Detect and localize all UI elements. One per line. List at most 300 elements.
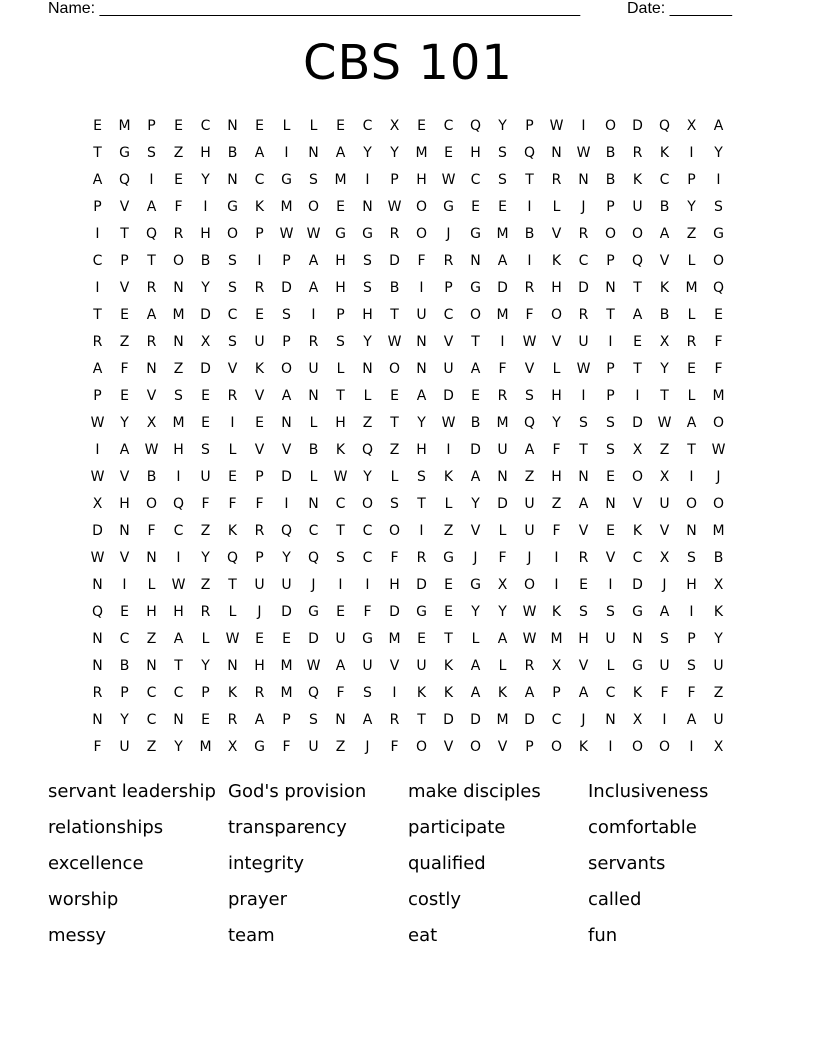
- grid-cell: N: [146, 549, 157, 566]
- grid-cell: R: [254, 279, 265, 296]
- grid-cell: A: [308, 279, 319, 296]
- grid-cell: H: [173, 603, 184, 620]
- grid-cell: N: [578, 171, 589, 188]
- grid-cell: L: [228, 603, 237, 620]
- grid-cell: C: [443, 306, 454, 323]
- grid-cell: L: [363, 387, 372, 404]
- grid-cell: N: [173, 711, 184, 728]
- grid-cell: U: [335, 630, 346, 647]
- grid-cell: W: [387, 198, 402, 215]
- grid-cell: U: [362, 657, 373, 674]
- grid-cell: G: [119, 144, 130, 161]
- grid-cell: N: [632, 630, 643, 647]
- grid-cell: D: [389, 603, 400, 620]
- grid-cell: N: [551, 144, 562, 161]
- grid-cell: P: [606, 198, 615, 215]
- grid-cell: I: [689, 603, 694, 620]
- grid-cell: S: [579, 414, 588, 431]
- grid-cell: I: [527, 252, 532, 269]
- grid-cell: E: [201, 387, 210, 404]
- grid-cell: G: [308, 603, 319, 620]
- grid-cell: H: [686, 576, 697, 593]
- grid-cell: C: [146, 711, 157, 728]
- grid-cell: O: [550, 306, 563, 323]
- grid-cell: C: [119, 630, 130, 647]
- grid-cell: Y: [201, 171, 210, 188]
- grid-cell: X: [659, 333, 670, 350]
- grid-cell: C: [92, 252, 103, 269]
- grid-cell: E: [228, 468, 237, 485]
- grid-cell: X: [632, 711, 643, 728]
- grid-cell: K: [254, 360, 265, 377]
- grid-cell: N: [173, 279, 184, 296]
- grid-cell: O: [388, 522, 401, 539]
- grid-cell: E: [201, 711, 210, 728]
- grid-cell: V: [551, 225, 562, 242]
- date-line: Date: _______: [627, 0, 732, 17]
- grid-cell: R: [632, 144, 643, 161]
- grid-cell: O: [631, 468, 644, 485]
- grid-cell: Q: [631, 252, 644, 269]
- grid-cell: N: [119, 522, 130, 539]
- grid-cell: W: [576, 144, 591, 161]
- grid-cell: K: [659, 144, 670, 161]
- grid-cell: S: [363, 252, 372, 269]
- grid-cell: V: [227, 360, 238, 377]
- grid-cell: Q: [658, 117, 671, 134]
- grid-cell: X: [92, 495, 103, 512]
- grid-cell: E: [498, 198, 507, 215]
- grid-cell: B: [389, 279, 400, 296]
- grid-cell: K: [632, 684, 643, 701]
- grid-cell: B: [119, 657, 130, 674]
- grid-cell: N: [686, 522, 697, 539]
- grid-cell: Q: [280, 522, 293, 539]
- grid-cell: J: [473, 549, 478, 566]
- grid-cell: A: [470, 468, 481, 485]
- grid-cell: C: [146, 684, 157, 701]
- grid-cell: X: [497, 576, 508, 593]
- grid-cell: K: [227, 684, 238, 701]
- grid-cell: P: [255, 468, 264, 485]
- grid-cell: V: [497, 738, 508, 755]
- grid-cell: W: [549, 117, 564, 134]
- grid-cell: E: [336, 198, 345, 215]
- grid-cell: G: [443, 198, 454, 215]
- grid-cell: Q: [118, 171, 131, 188]
- grid-cell: S: [579, 603, 588, 620]
- grid-cell: Q: [523, 414, 536, 431]
- grid-cell: R: [524, 279, 535, 296]
- grid-cell: E: [417, 630, 426, 647]
- grid-cell: O: [307, 198, 320, 215]
- grid-cell: C: [173, 522, 184, 539]
- grid-cell: C: [308, 522, 319, 539]
- grid-cell: I: [419, 279, 424, 296]
- grid-cell: F: [687, 684, 696, 701]
- grid-cell: T: [174, 657, 183, 674]
- grid-cell: A: [119, 441, 130, 458]
- grid-cell: B: [713, 549, 724, 566]
- word-list-item: relationships: [48, 817, 164, 838]
- grid-cell: H: [119, 495, 130, 512]
- grid-cell: T: [417, 711, 426, 728]
- grid-cell: S: [390, 495, 399, 512]
- grid-cell: X: [713, 576, 724, 593]
- grid-cell: O: [280, 360, 293, 377]
- grid-cell: Z: [389, 441, 400, 458]
- grid-cell: P: [687, 630, 696, 647]
- grid-cell: Z: [119, 333, 130, 350]
- grid-cell: Y: [201, 279, 210, 296]
- grid-cell: I: [95, 279, 100, 296]
- grid-cell: T: [336, 522, 345, 539]
- grid-cell: Q: [361, 441, 374, 458]
- grid-cell: N: [227, 657, 238, 674]
- grid-cell: D: [281, 603, 292, 620]
- word-list-item: fun: [588, 925, 618, 946]
- grid-cell: P: [687, 171, 696, 188]
- grid-cell: X: [686, 117, 697, 134]
- grid-cell: G: [632, 603, 643, 620]
- grid-cell: T: [633, 360, 642, 377]
- grid-cell: X: [713, 738, 724, 755]
- grid-cell: M: [712, 387, 725, 404]
- grid-cell: B: [605, 144, 616, 161]
- grid-cell: A: [146, 198, 157, 215]
- grid-cell: R: [308, 333, 319, 350]
- grid-cell: P: [552, 684, 561, 701]
- grid-cell: U: [524, 495, 535, 512]
- grid-cell: W: [225, 630, 240, 647]
- word-list-item: participate: [408, 817, 506, 838]
- grid-cell: N: [578, 468, 589, 485]
- grid-cell: O: [712, 252, 725, 269]
- word-list-item: Inclusiveness: [588, 781, 709, 802]
- grid-cell: K: [227, 522, 238, 539]
- grid-cell: I: [689, 468, 694, 485]
- grid-cell: Q: [91, 603, 104, 620]
- grid-cell: Z: [200, 522, 211, 539]
- grid-cell: O: [415, 225, 428, 242]
- grid-cell: H: [389, 576, 400, 593]
- grid-cell: O: [685, 495, 698, 512]
- grid-cell: X: [200, 333, 211, 350]
- grid-cell: I: [554, 576, 559, 593]
- grid-cell: L: [309, 414, 318, 431]
- grid-cell: O: [658, 738, 671, 755]
- grid-cell: E: [606, 468, 615, 485]
- grid-cell: M: [712, 522, 725, 539]
- grid-cell: Y: [363, 144, 372, 161]
- grid-cell: J: [581, 711, 586, 728]
- grid-cell: R: [254, 684, 265, 701]
- grid-cell: J: [527, 549, 532, 566]
- grid-cell: Y: [471, 603, 480, 620]
- grid-cell: K: [443, 468, 454, 485]
- grid-cell: I: [122, 576, 127, 593]
- grid-cell: A: [470, 684, 481, 701]
- grid-cell: N: [362, 198, 373, 215]
- grid-cell: U: [659, 495, 670, 512]
- grid-cell: M: [550, 630, 563, 647]
- grid-cell: M: [334, 171, 347, 188]
- grid-cell: T: [228, 576, 237, 593]
- word-list-item: integrity: [228, 853, 305, 874]
- grid-cell: V: [578, 522, 589, 539]
- grid-cell: S: [147, 144, 156, 161]
- word-list-item: team: [228, 925, 275, 946]
- grid-cell: S: [309, 171, 318, 188]
- grid-cell: N: [416, 333, 427, 350]
- grid-cell: V: [659, 522, 670, 539]
- grid-cell: X: [227, 738, 238, 755]
- grid-cell: D: [308, 630, 319, 647]
- grid-cell: P: [606, 360, 615, 377]
- grid-cell: Z: [551, 495, 562, 512]
- grid-cell: N: [335, 711, 346, 728]
- grid-cell: E: [444, 576, 453, 593]
- grid-cell: C: [659, 171, 670, 188]
- grid-cell: Q: [523, 144, 536, 161]
- grid-cell: T: [633, 279, 642, 296]
- grid-cell: D: [578, 279, 589, 296]
- grid-cell: D: [443, 711, 454, 728]
- grid-cell: S: [687, 657, 696, 674]
- grid-cell: K: [443, 657, 454, 674]
- grid-cell: Y: [120, 414, 129, 431]
- grid-cell: S: [282, 306, 291, 323]
- grid-cell: D: [281, 468, 292, 485]
- grid-cell: E: [606, 522, 615, 539]
- grid-cell: G: [254, 738, 265, 755]
- grid-cell: Z: [146, 630, 157, 647]
- grid-cell: W: [279, 225, 294, 242]
- grid-cell: R: [578, 306, 589, 323]
- grid-cell: N: [308, 387, 319, 404]
- grid-cell: F: [120, 360, 129, 377]
- grid-cell: U: [254, 576, 265, 593]
- grid-cell: S: [336, 333, 345, 350]
- grid-cell: A: [335, 144, 346, 161]
- grid-cell: U: [578, 333, 589, 350]
- grid-cell: R: [389, 711, 400, 728]
- grid-cell: N: [605, 279, 616, 296]
- grid-cell: T: [579, 441, 588, 458]
- grid-cell: C: [470, 171, 481, 188]
- grid-cell: W: [522, 333, 537, 350]
- grid-cell: I: [365, 576, 370, 593]
- grid-cell: L: [336, 360, 345, 377]
- grid-cell: S: [174, 387, 183, 404]
- grid-cell: L: [471, 630, 480, 647]
- grid-cell: O: [631, 738, 644, 755]
- grid-cell: E: [444, 144, 453, 161]
- grid-cell: J: [716, 468, 721, 485]
- grid-cell: B: [524, 225, 535, 242]
- grid-cell: R: [578, 225, 589, 242]
- grid-cell: H: [362, 306, 373, 323]
- grid-cell: Y: [498, 603, 507, 620]
- grid-cell: P: [606, 252, 615, 269]
- grid-cell: I: [149, 171, 154, 188]
- grid-cell: I: [662, 711, 667, 728]
- grid-cell: I: [392, 684, 397, 701]
- grid-cell: I: [635, 387, 640, 404]
- grid-cell: V: [254, 441, 265, 458]
- grid-cell: R: [92, 684, 103, 701]
- grid-cell: M: [496, 306, 509, 323]
- grid-cell: Q: [307, 549, 320, 566]
- grid-cell: M: [280, 684, 293, 701]
- grid-cell: B: [308, 441, 319, 458]
- grid-cell: A: [335, 657, 346, 674]
- grid-cell: W: [441, 171, 456, 188]
- grid-cell: E: [255, 630, 264, 647]
- grid-cell: I: [446, 441, 451, 458]
- grid-cell: V: [551, 333, 562, 350]
- grid-cell: H: [146, 603, 157, 620]
- grid-cell: A: [308, 252, 319, 269]
- grid-cell: N: [605, 711, 616, 728]
- grid-cell: O: [550, 738, 563, 755]
- grid-cell: X: [632, 441, 643, 458]
- grid-cell: V: [578, 657, 589, 674]
- grid-cell: O: [604, 117, 617, 134]
- grid-cell: N: [416, 360, 427, 377]
- grid-cell: C: [227, 306, 238, 323]
- grid-cell: M: [172, 414, 185, 431]
- grid-cell: T: [525, 171, 534, 188]
- grid-cell: H: [416, 441, 427, 458]
- grid-cell: L: [309, 117, 318, 134]
- grid-cell: L: [444, 495, 453, 512]
- grid-cell: D: [200, 360, 211, 377]
- grid-cell: W: [522, 630, 537, 647]
- grid-cell: A: [659, 603, 670, 620]
- word-list-item: transparency: [228, 817, 347, 838]
- grid-cell: E: [390, 387, 399, 404]
- grid-cell: F: [363, 603, 372, 620]
- grid-cell: O: [388, 360, 401, 377]
- grid-cell: K: [254, 198, 265, 215]
- grid-cell: M: [496, 414, 509, 431]
- grid-cell: I: [716, 171, 721, 188]
- grid-cell: M: [496, 711, 509, 728]
- grid-cell: C: [335, 495, 346, 512]
- grid-cell: N: [146, 360, 157, 377]
- grid-cell: E: [417, 117, 426, 134]
- grid-cell: V: [659, 252, 670, 269]
- grid-cell: A: [524, 441, 535, 458]
- grid-cell: T: [336, 387, 345, 404]
- grid-cell: S: [363, 279, 372, 296]
- word-list-item: messy: [48, 925, 107, 946]
- grid-cell: Z: [200, 576, 211, 593]
- grid-cell: Y: [687, 198, 696, 215]
- grid-cell: I: [284, 144, 289, 161]
- grid-cell: X: [389, 117, 400, 134]
- grid-cell: F: [660, 684, 669, 701]
- grid-cell: P: [336, 306, 345, 323]
- grid-cell: O: [469, 738, 482, 755]
- word-list: [48, 774, 768, 954]
- grid-cell: H: [551, 387, 562, 404]
- grid-cell: E: [444, 603, 453, 620]
- grid-cell: N: [173, 333, 184, 350]
- grid-cell: E: [471, 198, 480, 215]
- grid-cell: V: [119, 549, 130, 566]
- grid-cell: E: [93, 117, 102, 134]
- grid-cell: E: [687, 360, 696, 377]
- grid-cell: B: [605, 171, 616, 188]
- grid-cell: E: [471, 387, 480, 404]
- grid-cell: G: [362, 225, 373, 242]
- grid-cell: N: [605, 495, 616, 512]
- grid-cell: N: [92, 576, 103, 593]
- grid-cell: U: [632, 198, 643, 215]
- grid-cell: Z: [443, 522, 454, 539]
- grid-cell: R: [524, 657, 535, 674]
- grid-cell: E: [255, 414, 264, 431]
- grid-cell: G: [416, 603, 427, 620]
- grid-cell: O: [415, 738, 428, 755]
- word-list-item: qualified: [408, 853, 486, 874]
- grid-cell: E: [255, 306, 264, 323]
- grid-cell: O: [172, 252, 185, 269]
- grid-cell: V: [389, 657, 400, 674]
- grid-cell: W: [306, 225, 321, 242]
- grid-cell: H: [335, 279, 346, 296]
- grid-cell: V: [281, 441, 292, 458]
- grid-cell: P: [444, 279, 453, 296]
- grid-cell: A: [416, 387, 427, 404]
- grid-cell: S: [606, 414, 615, 431]
- grid-cell: F: [174, 198, 183, 215]
- grid-cell: G: [632, 657, 643, 674]
- grid-cell: C: [362, 117, 373, 134]
- grid-cell: Z: [173, 360, 184, 377]
- grid-cell: S: [660, 630, 669, 647]
- grid-cell: K: [497, 684, 508, 701]
- grid-cell: Y: [714, 630, 723, 647]
- grid-cell: N: [92, 711, 103, 728]
- grid-cell: E: [336, 603, 345, 620]
- grid-cell: P: [525, 117, 534, 134]
- grid-cell: H: [335, 252, 346, 269]
- grid-cell: A: [713, 117, 724, 134]
- grid-cell: Z: [173, 144, 184, 161]
- grid-cell: Y: [201, 657, 210, 674]
- grid-cell: Y: [363, 333, 372, 350]
- grid-cell: O: [226, 225, 239, 242]
- grid-cell: S: [201, 441, 210, 458]
- grid-cell: N: [92, 657, 103, 674]
- grid-cell: A: [497, 630, 508, 647]
- grid-cell: N: [497, 468, 508, 485]
- grid-cell: V: [470, 522, 481, 539]
- grid-cell: E: [120, 306, 129, 323]
- grid-cell: P: [120, 684, 129, 701]
- grid-cell: V: [605, 549, 616, 566]
- grid-cell: T: [606, 306, 615, 323]
- grid-cell: P: [282, 333, 291, 350]
- grid-cell: W: [171, 576, 186, 593]
- grid-cell: T: [471, 333, 480, 350]
- grid-cell: F: [498, 360, 507, 377]
- grid-cell: Q: [172, 495, 185, 512]
- grid-cell: S: [228, 333, 237, 350]
